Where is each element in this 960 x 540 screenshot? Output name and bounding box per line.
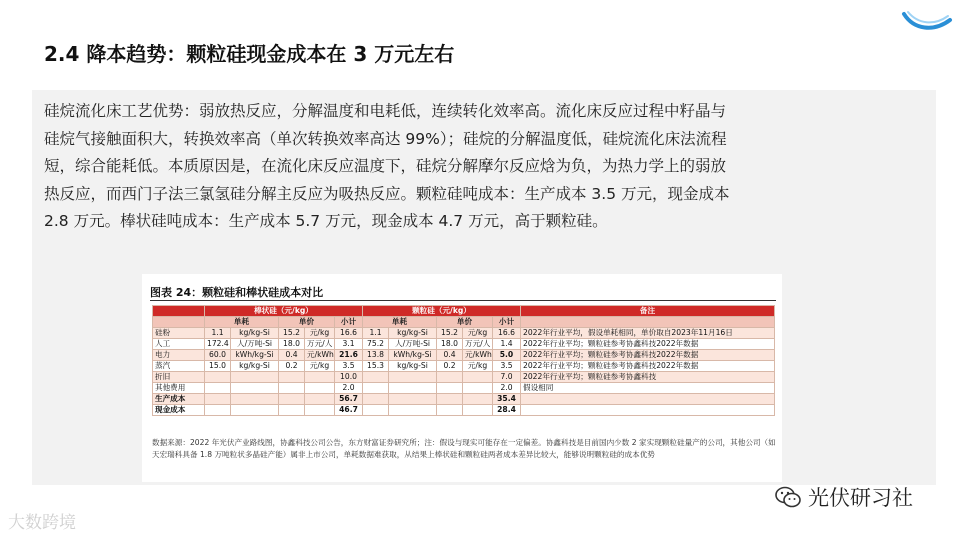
table-cell: 元/kg [463,328,493,339]
table-cell: 元/kg [305,361,335,372]
table-header-cell: 备注 [521,306,775,317]
table-row [153,339,775,350]
table-row [153,372,775,383]
table-cell: kWh/kg-Si [389,350,437,361]
table-header-cell: 颗粒硅（元/kg） [363,306,521,317]
table-cell [305,383,335,394]
table-header-row [153,306,775,317]
table-cell: 0.2 [279,361,305,372]
table-cell: 28.4 [493,405,521,416]
table-cell: 5.0 [493,350,521,361]
table-cell [231,372,279,383]
table-cell: 75.2 [363,339,389,350]
table-cell: 15.2 [279,328,305,339]
table-subheader-row [153,317,775,328]
table-cell: 3.5 [335,361,363,372]
row-label-cell: 硅粉 [153,328,205,339]
row-label-cell: 人工 [153,339,205,350]
table-cell [463,372,493,383]
table-cell [205,394,231,405]
table-row [153,361,775,372]
table-row [153,328,775,339]
table-cell [463,405,493,416]
table-cell: 人/万吨-Si [389,339,437,350]
table-cell [437,383,463,394]
watermark-right [774,482,913,512]
remark-cell [521,405,775,416]
table-cell [389,394,437,405]
table-cell [279,394,305,405]
table-cell [389,372,437,383]
table-cell [389,405,437,416]
table-cell [205,405,231,416]
table-cell [205,372,231,383]
table-cell: 元/kWh [305,350,335,361]
paragraph-line: 硅烷气接触面积大，转换效率高（单次转换效率高达 99%）；硅烷的分解温度低，硅烷流化床法流程 [44,129,727,148]
table-cell [231,405,279,416]
table-header-cell: 单价 [279,317,335,328]
table-cell: 0.4 [279,350,305,361]
table-cell: 56.7 [335,394,363,405]
table-cell: 21.6 [335,350,363,361]
table-header-cell: 单耗 [363,317,437,328]
table-cell: 172.4 [205,339,231,350]
table-cell: 46.7 [335,405,363,416]
row-label-cell: 其他费用 [153,383,205,394]
table-cell: 万元/人 [305,339,335,350]
table-cell: 60.0 [205,350,231,361]
table-cell: 15.0 [205,361,231,372]
table-cell: 7.0 [493,372,521,383]
cost-comparison-table [152,305,775,416]
table-header-cell [153,317,205,328]
table-cell: 万元/人 [463,339,493,350]
table-header-cell: 小计 [493,317,521,328]
table-cell: 3.1 [335,339,363,350]
table-cell [363,383,389,394]
watermark-left: 大数跨境 [8,513,76,533]
table-cell: 2.0 [493,383,521,394]
watermark-right-label: 光伏研习社 [808,486,913,510]
table-header-cell: 小计 [335,317,363,328]
table-cell [389,383,437,394]
table-cell [279,383,305,394]
table-cell: 0.4 [437,350,463,361]
paragraph-line: 短，综合能耗低。本质原因是，在流化床反应温度下，硅烷分解摩尔反应焓为负，为热力学上的弱放 [44,157,727,175]
table-cell [437,394,463,405]
table-cell: kg/kg-Si [389,361,437,372]
table-row [153,350,775,361]
table-cell [205,383,231,394]
table-cell [463,394,493,405]
table-cell [305,372,335,383]
table-cell: 3.5 [493,361,521,372]
table-cell: 15.2 [437,328,463,339]
logo-swoosh-icon [900,6,954,36]
row-label-cell: 折旧 [153,372,205,383]
table-cell: 元/kg [305,328,335,339]
table-cell [231,383,279,394]
table-cell [279,405,305,416]
table-cell: 元/kWh [463,350,493,361]
table-cell [305,405,335,416]
table-cell [305,394,335,405]
remark-cell: 假设相同 [521,383,775,394]
table-cell: kWh/kg-Si [231,350,279,361]
paragraph-line: 硅烷流化床工艺优势：弱放热反应，分解温度和电耗低，连续转化效率高。流化床反应过程中籽晶与 [44,102,727,120]
row-label-cell: 现金成本 [153,405,205,416]
table-cell: 35.4 [493,394,521,405]
table-body [153,328,775,416]
table-cell: 16.6 [493,328,521,339]
source-note: 数据来源：2022 年光伏产业路线图，协鑫科技公司公告，东方财富证券研究所；注：假设与现实可能存在一定偏差。协鑫科技是目前国内少数 2 家实现颗粒硅量产的公司，其他公司（如天宏瑞科具备 1.8 万吨粒状多晶硅产能）属非上市公司，单耗数据难获取，从结果上棒状硅和颗粒硅两者成本差异比较大，能够说明颗粒硅的成本优势 [152,438,776,459]
row-label-cell: 生产成本 [153,394,205,405]
table-cell: kg/kg-Si [231,328,279,339]
page-title: 2.4 降本趋势：颗粒硅现金成本在 3 万元左右 [44,42,455,66]
table-cell: 18.0 [279,339,305,350]
table-cell [463,383,493,394]
table-cell: 18.0 [437,339,463,350]
table-cell: 1.1 [205,328,231,339]
paragraph-line: 2.8 万元。棒状硅吨成本：生产成本 5.7 万元，现金成本 4.7 万元，高于颗粒硅。 [44,212,608,230]
remark-cell [521,394,775,405]
table-cell: 元/kg [463,361,493,372]
table-cell: 15.3 [363,361,389,372]
figure-title: 图表 24：颗粒硅和棒状硅成本对比 [150,286,324,299]
table-cell: 13.8 [363,350,389,361]
table-cell: 1.1 [363,328,389,339]
table-cell: 10.0 [335,372,363,383]
remark-cell: 2022年行业平均，假设单耗相同，单价取自2023年11月16日 [521,328,775,339]
table-header-cell [521,317,775,328]
paragraph-line: 热反应，而西门子法三氯氢硅分解主反应为吸热反应。颗粒硅吨成本：生产成本 3.5 万元，现金成本 [44,184,730,203]
remark-cell: 2022年行业平均；颗粒硅参考协鑫科技2022年数据 [521,339,775,350]
table-cell: 1.4 [493,339,521,350]
table-row [153,405,775,416]
row-label-cell: 蒸汽 [153,361,205,372]
table-cell [363,405,389,416]
table-row [153,394,775,405]
row-label-cell: 电力 [153,350,205,361]
table-cell [279,372,305,383]
remark-cell: 2022年行业平均；颗粒硅参考协鑫科技2022年数据 [521,350,775,361]
table-cell [231,394,279,405]
table-cell: kg/kg-Si [231,361,279,372]
table-cell: 人/万吨-Si [231,339,279,350]
table-cell: kg/kg-Si [389,328,437,339]
table-cell [437,405,463,416]
wechat-icon [774,485,802,509]
remark-cell: 2022年行业平均；颗粒硅参考协鑫科技 [521,372,775,383]
remark-cell: 2022年行业平均；颗粒硅参考协鑫科技2022年数据 [521,361,775,372]
table-header-cell [153,306,205,317]
table-row [153,383,775,394]
table-cell: 2.0 [335,383,363,394]
table-header-cell: 棒状硅（元/kg） [205,306,363,317]
table-cell [363,372,389,383]
body-paragraph [44,98,854,236]
figure-title-rule [150,300,776,301]
table-cell: 0.2 [437,361,463,372]
table-cell [437,372,463,383]
table-cell [363,394,389,405]
table-cell: 16.6 [335,328,363,339]
table-header-cell: 单价 [437,317,493,328]
table-header-cell: 单耗 [205,317,279,328]
